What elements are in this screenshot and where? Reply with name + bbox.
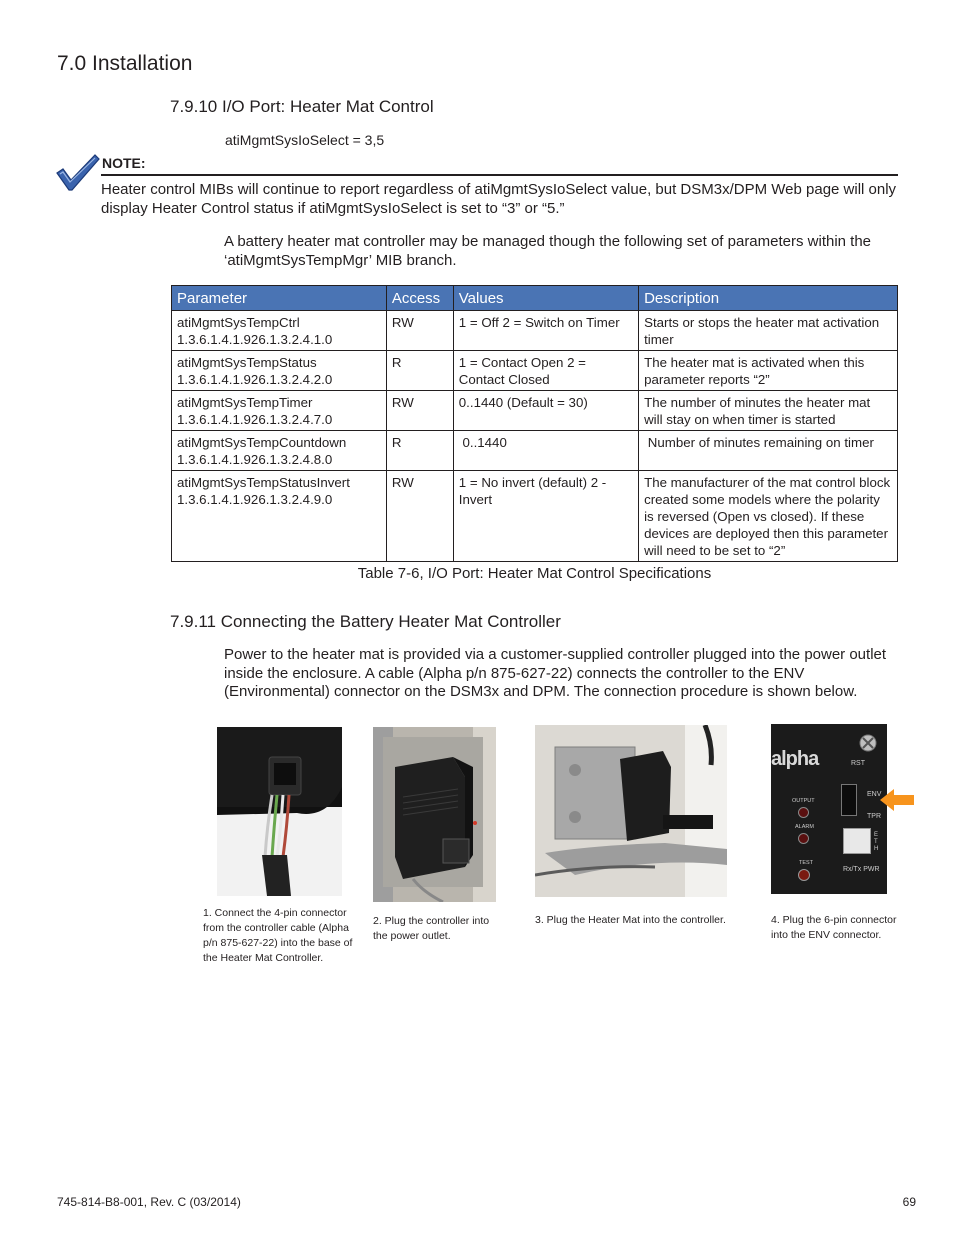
photo-controller-outlet bbox=[373, 727, 496, 902]
cell-description: The heater mat is activated when this parameter reports “2” bbox=[639, 351, 898, 391]
label-alarm: ALARM bbox=[795, 824, 814, 830]
table-caption: Table 7-6, I/O Port: Heater Mat Control Specifications bbox=[357, 565, 712, 582]
label-output: OUTPUT bbox=[792, 798, 815, 804]
subsection-heading-connecting-controller: 7.9.11 Connecting the Battery Heater Mat Controller bbox=[170, 612, 561, 631]
table-header-row bbox=[172, 286, 898, 311]
section-title: 7.0 Installation bbox=[57, 52, 193, 75]
eth-port bbox=[843, 828, 871, 854]
label-tpr: TPR bbox=[867, 813, 881, 820]
table-row bbox=[172, 431, 898, 471]
cell-access: R bbox=[386, 351, 453, 391]
cell-values: 1 = No invert (default) 2 - Invert bbox=[453, 471, 638, 562]
test-button-icon bbox=[798, 869, 810, 881]
spec-table bbox=[171, 285, 898, 562]
cell-parameter: atiMgmtSysTempStatus 1.3.6.1.4.1.926.1.3.2.4.2.0 bbox=[172, 351, 387, 391]
cell-description: The manufacturer of the mat control block created some models where the polarity is reversed (Open vs closed). If these devices are deployed then this parameter will need to be set to “2” bbox=[639, 471, 898, 562]
photo-env-connector-panel bbox=[771, 724, 887, 894]
output-led-icon bbox=[798, 807, 809, 818]
cell-parameter: atiMgmtSysTempTimer 1.3.6.1.4.1.926.1.3.2.4.7.0 bbox=[172, 391, 387, 431]
cell-parameter: atiMgmtSysTempCountdown 1.3.6.1.4.1.926.1.3.2.4.8.0 bbox=[172, 431, 387, 471]
code-line: atiMgmtSysIoSelect = 3,5 bbox=[225, 132, 385, 148]
label-rst: RST bbox=[851, 760, 865, 767]
footer-page-number: 69 bbox=[902, 1195, 916, 1209]
checkmark-icon bbox=[55, 153, 101, 198]
photo-caption-2: 2. Plug the controller into the power outlet. bbox=[373, 915, 490, 942]
photo-caption-4: 4. Plug the 6-pin connector into the ENV connector. bbox=[771, 914, 897, 941]
cell-description: Starts or stops the heater mat activation timer bbox=[639, 311, 898, 351]
header-description: Description bbox=[639, 286, 898, 311]
note-text: Heater control MIBs will continue to report regardless of atiMgmtSysIoSelect value, but DSM3x/DPM Web page will only display Heater Control status if atiMgmtSysIoSelect is set to “3” or “5.” bbox=[101, 181, 897, 217]
cell-description: Number of minutes remaining on timer bbox=[639, 431, 898, 471]
brand-logo: alpha bbox=[771, 748, 819, 770]
env-connector bbox=[841, 784, 857, 816]
photo-caption-3: 3. Plug the Heater Mat into the controller. bbox=[535, 914, 726, 926]
cell-values: 1 = Contact Open 2 = Contact Closed bbox=[453, 351, 638, 391]
label-test: TEST bbox=[799, 860, 814, 866]
note-label: NOTE: bbox=[102, 155, 146, 171]
note-divider bbox=[101, 174, 898, 176]
intro-paragraph: A battery heater mat controller may be managed though the following set of parameters within the ‘atiMgmtSysTempMgr’ MIB branch. bbox=[224, 233, 872, 269]
cell-parameter: atiMgmtSysTempStatusInvert 1.3.6.1.4.1.926.1.3.2.4.9.0 bbox=[172, 471, 387, 562]
header-parameter: Parameter bbox=[172, 286, 387, 311]
cell-description: The number of minutes the heater mat will stay on when timer is started bbox=[639, 391, 898, 431]
photo-caption-1: 1. Connect the 4-pin connector from the controller cable (Alpha p/n 875-627-22) into the base of the Heater Mat Controller. bbox=[203, 907, 353, 964]
connecting-paragraph: Power to the heater mat is provided via a customer-supplied controller plugged into the power outlet inside the enclosure. A cable (Alpha p/n 875-627-22) connects the controller to the ENV (Environmental) connector on the DSM3x and DPM. The connection procedure is shown below. bbox=[224, 646, 887, 700]
photo-connector-base bbox=[217, 727, 342, 896]
screw-icon bbox=[859, 734, 877, 757]
orange-arrow-icon bbox=[880, 789, 914, 816]
cell-values: 0..1440 (Default = 30) bbox=[453, 391, 638, 431]
table-row bbox=[172, 311, 898, 351]
label-rxtx-pwr: Rx/Tx PWR bbox=[843, 866, 880, 873]
label-eth: ETH bbox=[874, 832, 879, 852]
cell-access: RW bbox=[386, 471, 453, 562]
table-row bbox=[172, 391, 898, 431]
cell-access: R bbox=[386, 431, 453, 471]
cell-parameter: atiMgmtSysTempCtrl 1.3.6.1.4.1.926.1.3.2.4.1.0 bbox=[172, 311, 387, 351]
cell-access: RW bbox=[386, 311, 453, 351]
alarm-led-icon bbox=[798, 833, 809, 844]
subsection-heading-heater-mat-control: 7.9.10 I/O Port: Heater Mat Control bbox=[170, 97, 434, 116]
photo-heater-mat-plugged bbox=[535, 725, 727, 897]
footer-doc-number: 745-814-B8-001, Rev. C (03/2014) bbox=[57, 1195, 241, 1209]
cell-values: 1 = Off 2 = Switch on Timer bbox=[453, 311, 638, 351]
label-env: ENV bbox=[867, 791, 882, 798]
header-access: Access bbox=[386, 286, 453, 311]
header-values: Values bbox=[453, 286, 638, 311]
table-row bbox=[172, 351, 898, 391]
table-row bbox=[172, 471, 898, 562]
cell-values: 0..1440 bbox=[453, 431, 638, 471]
cell-access: RW bbox=[386, 391, 453, 431]
